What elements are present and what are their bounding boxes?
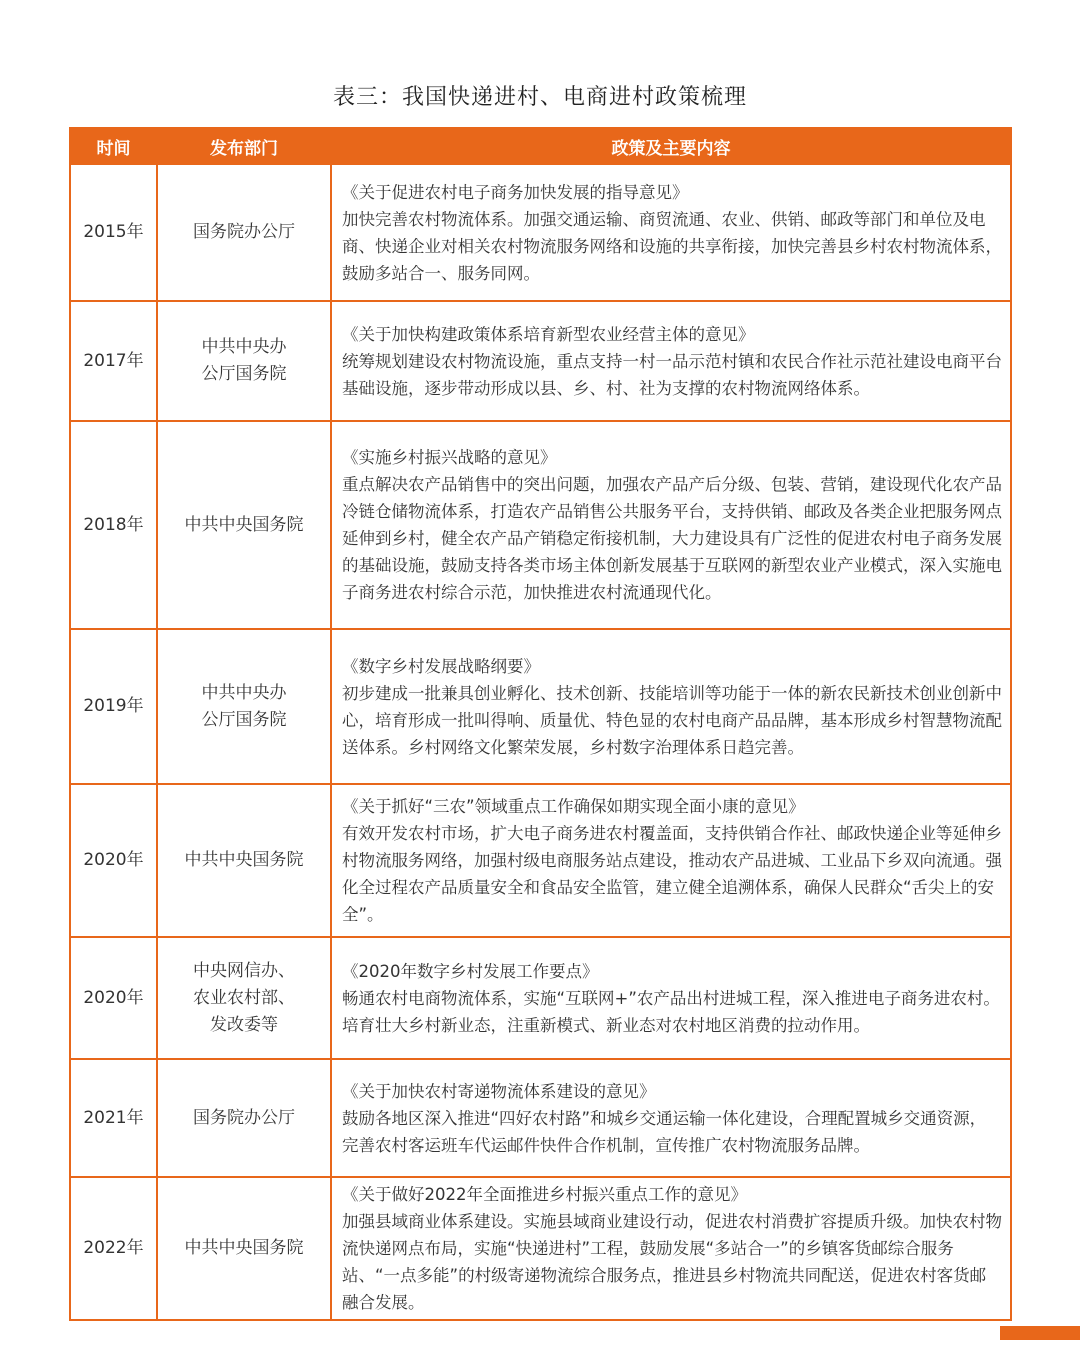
page-title: 表三：我国快递进村、电商进村政策梳理 (332, 85, 747, 110)
policy-document-title: 《2020年数字乡村发展工作要点》 (342, 961, 599, 981)
policy-description: 加强县域商业体系建设。实施县域商业建设行动，促进农村消费扩容提质升级。加快农村物流快递网点布局，实施“快递进村”工程，鼓励发展“多站合一”的乡镇客货邮综合服务站、“一点多能”的村级寄递物流综合服务点，推进县乡村物流共同配送，促进农村客货邮融合发展。 (342, 1212, 1002, 1312)
table-row (70, 301, 1011, 421)
department-text: 国务院办公厅 (193, 222, 295, 242)
department-text: 中央网信办、农业农村部、发改委等 (193, 960, 295, 1035)
table-row (70, 784, 1011, 937)
header-content: 政策及主要内容 (331, 128, 1011, 164)
cell-content (331, 784, 1011, 937)
cell-time: 2018年 (70, 421, 157, 629)
policy-description: 初步建成一批兼具创业孵化、技术创新、技能培训等功能于一体的新农民新技术创业创新中心，培育形成一批叫得响、质量优、特色显的农村电商产品品牌，基本形成乡村智慧物流配送体系。乡村网络文化繁荣发展，乡村数字治理体系日趋完善。 (342, 683, 1002, 757)
policy-description: 重点解决农产品销售中的突出问题，加强农产品产后分级、包装、营销，建设现代化农产品冷链仓储物流体系，打造农产品销售公共服务平台，支持供销、邮政及各类企业把服务网点延伸到乡村，健全农产品产销稳定衔接机制，大力建设具有广泛性的促进农村电子商务发展的基础设施，鼓励支持各类市场主体创新发展基于互联网的新型农业产业模式，深入实施电子商务进农村综合示范，加快推进农村流通现代化。 (342, 475, 1002, 602)
cell-time: 2019年 (70, 629, 157, 784)
cell-department (157, 421, 331, 629)
department-text: 中共中央国务院 (184, 850, 304, 870)
table-header-row (70, 128, 1011, 164)
policy-description: 统筹规划建设农村物流设施，重点支持一村一品示范村镇和农民合作社示范社建设电商平台基础设施，逐步带动形成以县、乡、村、社为支撑的农村物流网络体系。 (342, 351, 1002, 398)
policy-document-title: 《实施乡村振兴战略的意见》 (342, 448, 557, 467)
cell-time: 2020年 (70, 784, 157, 937)
cell-content (331, 164, 1011, 301)
cell-department (157, 164, 331, 301)
header-department: 发布部门 (157, 128, 331, 164)
department-text: 中共中央办公厅国务院 (201, 682, 287, 730)
policy-document-title: 《关于加快农村寄递物流体系建设的意见》 (342, 1081, 656, 1101)
cell-content (331, 301, 1011, 421)
cell-time: 2022年 (70, 1177, 157, 1320)
cell-content (331, 937, 1011, 1059)
policy-document-title: 《关于加快构建政策体系培育新型农业经营主体的意见》 (342, 324, 755, 344)
cell-department (157, 937, 331, 1059)
policy-description: 鼓励各地区深入推进“四好农村路”和城乡交通运输一体化建设，合理配置城乡交通资源，完善农村客运班车代运邮件快件合作机制，宣传推广农村物流服务品牌。 (342, 1108, 987, 1155)
policy-document-title: 《关于做好2022年全面推进乡村振兴重点工作的意见》 (342, 1185, 747, 1204)
policy-description: 畅通农村电商物流体系，实施“互联网+”农产品出村进城工程，深入推进电子商务进农村。培育壮大乡村新业态，注重新模式、新业态对农村地区消费的拉动作用。 (342, 988, 1000, 1035)
cell-time: 2020年 (70, 937, 157, 1059)
department-text: 中共中央国务院 (184, 514, 304, 535)
department-text: 中共中央国务院 (184, 1238, 304, 1258)
department-text: 中共中央办公厅国务院 (201, 337, 287, 384)
table-row (70, 1177, 1011, 1320)
policy-document-title: 《关于促进农村电子商务加快发展的指导意见》 (342, 182, 689, 202)
table-row (70, 164, 1011, 301)
cell-time: 2021年 (70, 1059, 157, 1177)
policy-table (69, 127, 1012, 1321)
cell-content (331, 421, 1011, 629)
policy-document-title: 《数字乡村发展战略纲要》 (342, 656, 540, 676)
cell-department (157, 629, 331, 784)
cell-department (157, 301, 331, 421)
policy-description: 加快完善农村物流体系。加强交通运输、商贸流通、农业、供销、邮政等部门和单位及电商、快递企业对相关农村物流服务网络和设施的共享衔接，加快完善县乡村农村物流体系，鼓励多站合一、服务同网。 (342, 209, 1002, 283)
table-row (70, 421, 1011, 629)
table-row (70, 1059, 1011, 1177)
cell-department (157, 1059, 331, 1177)
cell-content (331, 1059, 1011, 1177)
policy-document-title: 《关于抓好“三农”领域重点工作确保如期实现全面小康的意见》 (342, 797, 805, 816)
table-row (70, 937, 1011, 1059)
cell-content (331, 1177, 1011, 1320)
department-text: 国务院办公厅 (193, 1107, 295, 1128)
cell-time: 2017年 (70, 301, 157, 421)
cell-content (331, 629, 1011, 784)
cell-department (157, 1177, 331, 1320)
cell-department (157, 784, 331, 937)
header-time: 时间 (70, 128, 157, 164)
table-row (70, 629, 1011, 784)
corner-accent-bar (1000, 1326, 1080, 1340)
policy-description: 有效开发农村市场，扩大电子商务进农村覆盖面，支持供销合作社、邮政快递企业等延伸乡村物流服务网络，加强村级电商服务站点建设，推动农产品进城、工业品下乡双向流通。强化全过程农产品质量安全和食品安全监管，建立健全追溯体系，确保人民群众“舌尖上的安全”。 (342, 824, 1002, 924)
cell-time: 2015年 (70, 164, 157, 301)
